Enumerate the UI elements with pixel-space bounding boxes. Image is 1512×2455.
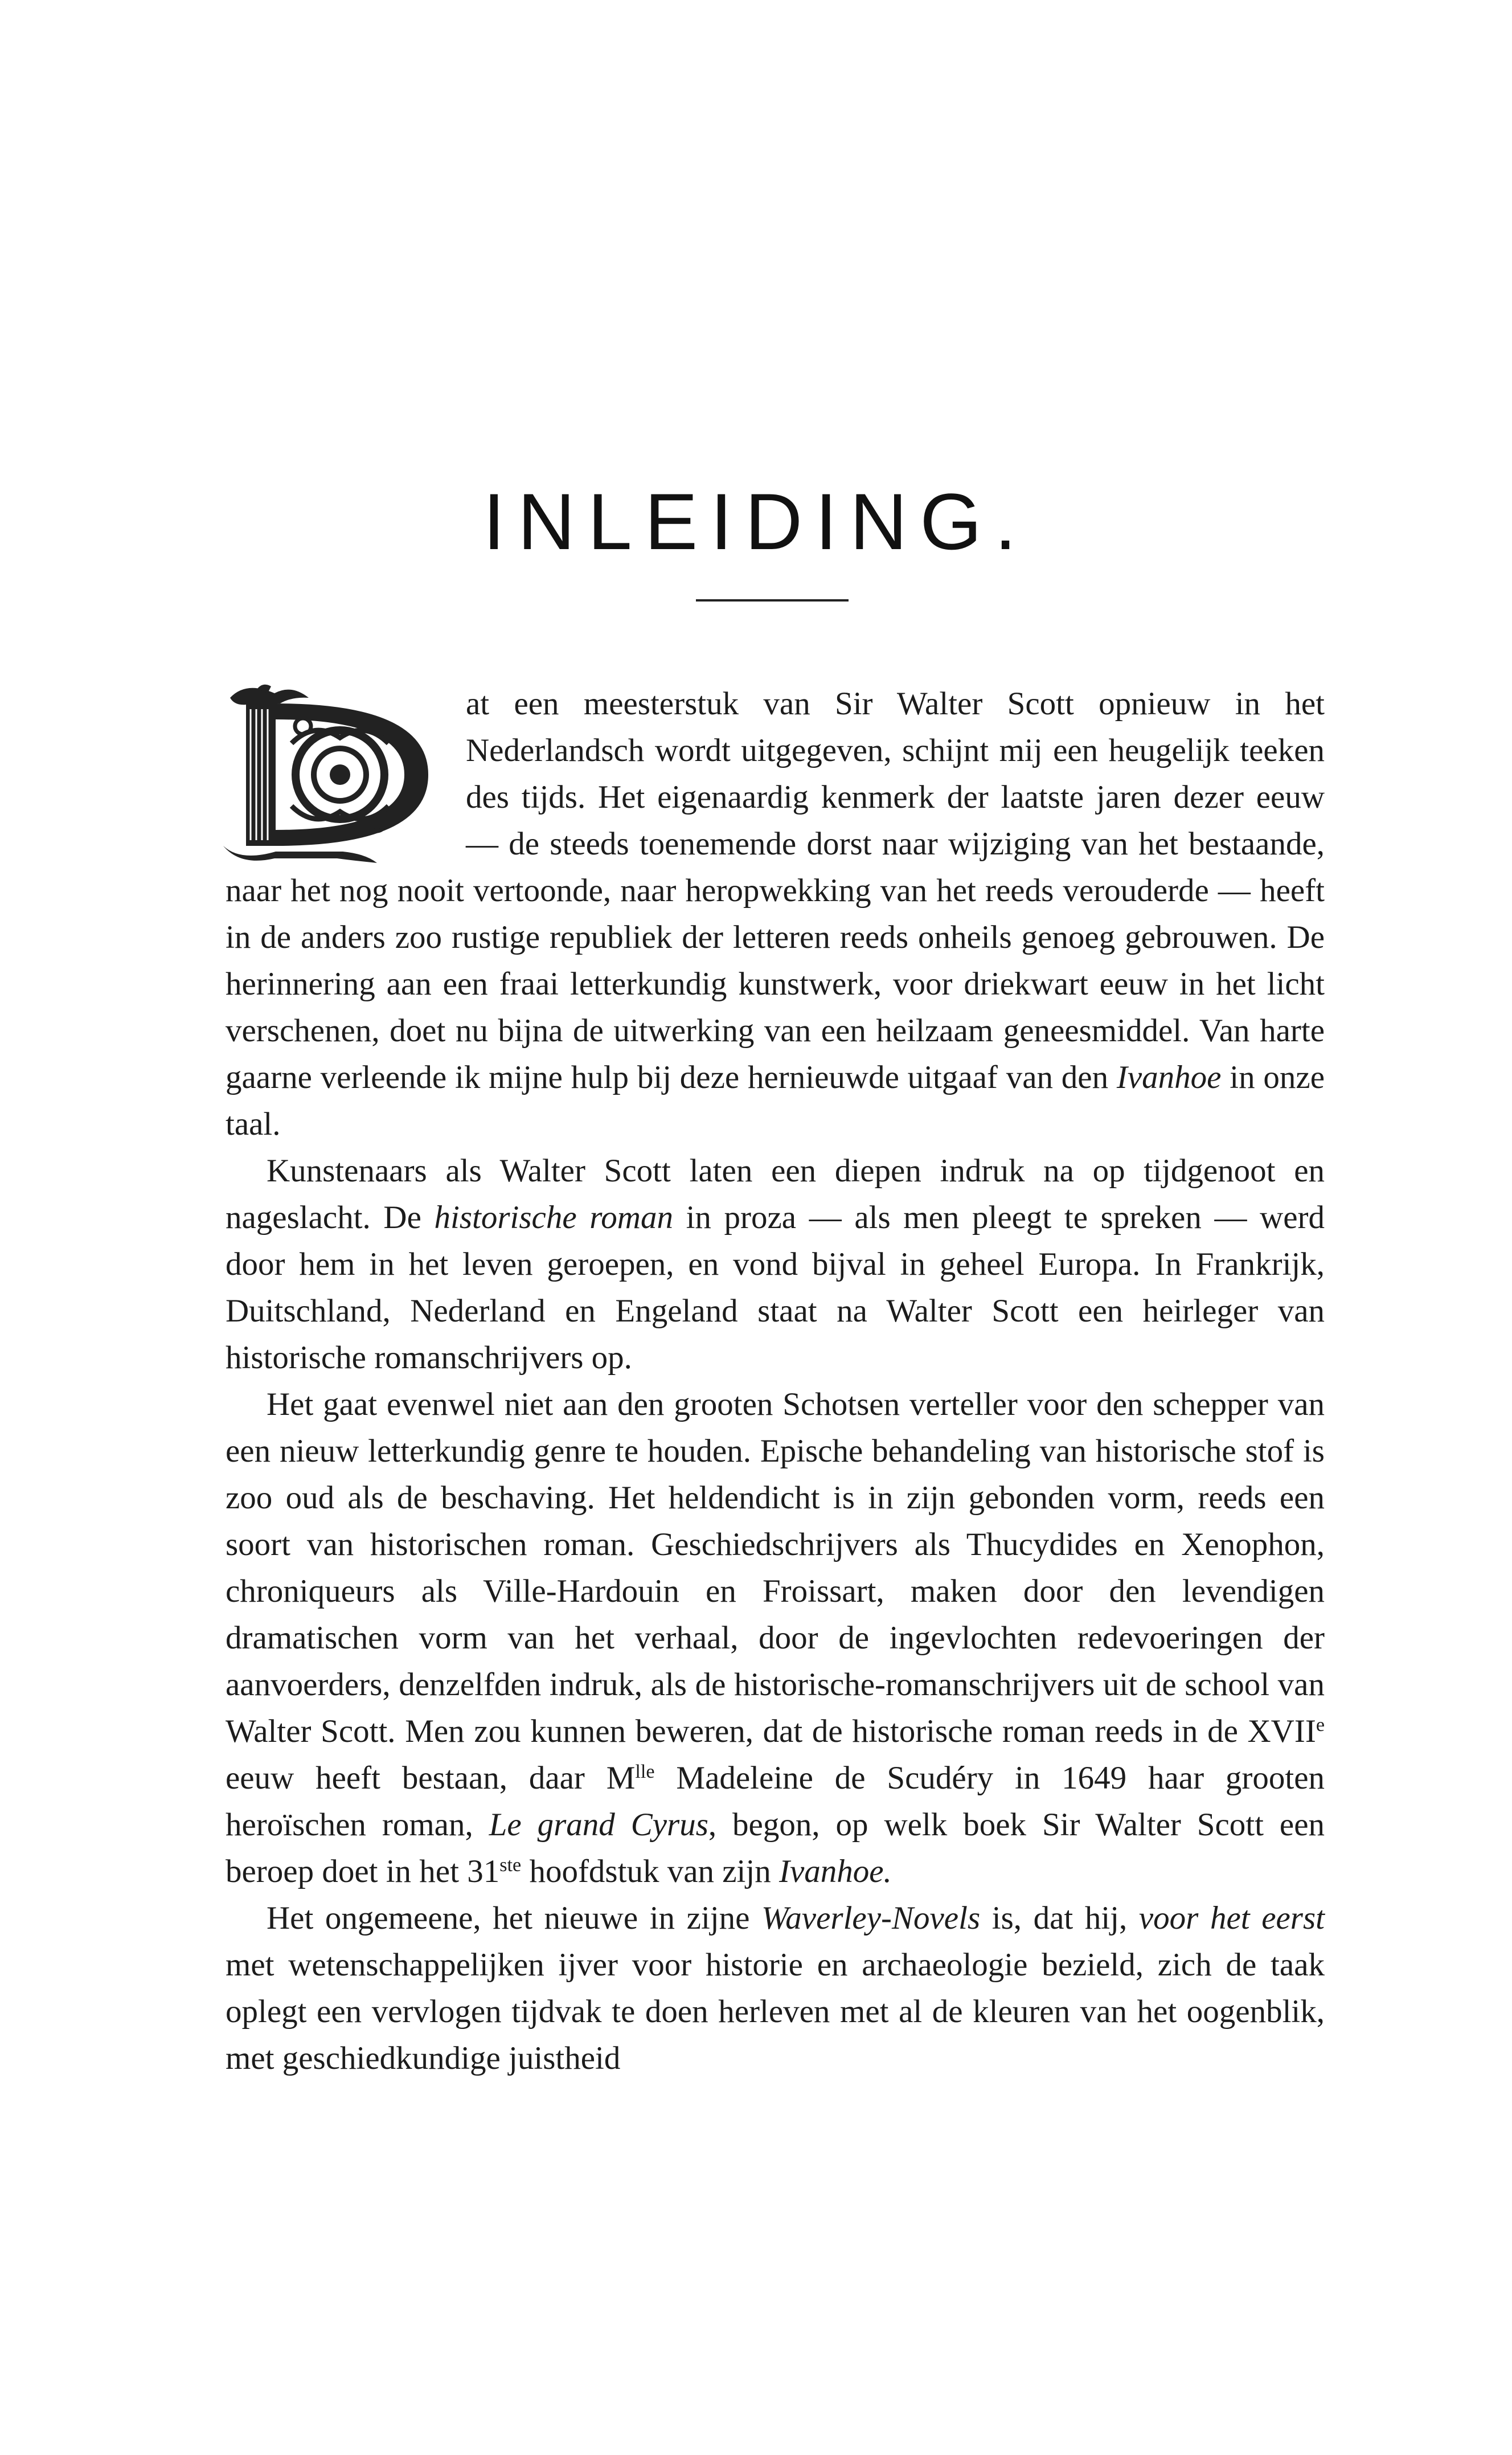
paragraph xyxy=(226,681,1325,1148)
superscript-text: lle xyxy=(635,1761,655,1783)
paragraph xyxy=(226,1381,1325,1895)
ornamental-initial xyxy=(223,681,449,866)
italic-text: Ivanhoe. xyxy=(778,1853,892,1889)
text-run: eeuw heeft bestaan, daar M xyxy=(226,1760,636,1796)
italic-text: historische roman xyxy=(434,1200,673,1235)
text-run: met wetenschappelijken ijver voor historie en archaeologie bezield, zich de taak oplegt een vervlogen tijdvak te doen herleven met al de kleuren van het oogenblik, met geschiedkundige juistheid xyxy=(226,1947,1325,2076)
text-run: Het ongemeene, het nieuwe in zijne xyxy=(267,1900,762,1936)
text-run: in proza — als men pleegt te spreken — werd door hem in het leven geroepen, en vond bijval in geheel Europa. In Frankrijk, Duitschland, Nederland en Engeland staat na Walter Scott een heirleger van historische romanschrijvers op. xyxy=(226,1200,1325,1376)
text-run: Madeleine de Scudéry in 1649 haar grooten heroïschen roman, xyxy=(226,1760,1325,1843)
text-run: , begon, op welk boek Sir Walter Scott een beroep doet in het 31 xyxy=(226,1807,1325,1889)
paragraph xyxy=(226,1148,1325,1381)
page-title: INLEIDING. xyxy=(482,477,1030,566)
ornamental-d-icon xyxy=(223,681,449,866)
superscript-text: ste xyxy=(499,1855,522,1876)
text-run: hoofdstuk van zijn xyxy=(521,1853,779,1889)
italic-text: voor het eerst xyxy=(1138,1900,1325,1936)
text-run: in onze taal. xyxy=(226,1059,1325,1142)
text-run: Het gaat evenwel niet aan den grooten Schotsen verteller voor den schepper van een nieuw letterkundig genre te houden. Epische behandeling van historische stof is zoo oud als de beschaving. Het heldendicht is in zijn gebonden vorm, reeds een soort van historischen roman. Geschiedschrijvers als Thucydides en Xenophon, chroniqueurs als Ville-Hardouin en Froissart, maken door den levendigen dramatischen vorm van het verhaal, door de ingevlochten redevoeringen der aanvoerders, denzelfden indruk, als de historische-romanschrijvers uit de school van Walter Scott. Men zou kunnen beweren, dat de historische roman reeds in de XVII xyxy=(226,1386,1325,1749)
italic-text: Ivanhoe xyxy=(1116,1059,1222,1095)
paragraph xyxy=(226,1895,1325,2082)
italic-text: Le grand Cyrus xyxy=(489,1807,708,1843)
italic-text: Waverley-Novels xyxy=(761,1900,981,1936)
text-run: Kunstenaars als Walter Scott laten een diepen indruk na op tijdgenoot en nageslacht. De xyxy=(226,1153,1325,1235)
text-run: is, dat hij, xyxy=(980,1900,1139,1936)
text-run: at een meesterstuk van Sir Walter Scott opnieuw in het Nederlandsch wordt uitgegeven, schijnt mij een heugelijk teeken des tijds. Het eigenaardig kenmerk der laatste jaren dezer eeuw — de steeds toenemende dorst naar wijziging van het bestaande, naar het nog nooit vertoonde, naar heropwekking van het reeds verouderde — heeft in de anders zoo rustige republiek der letteren reeds onheils genoeg gebrouwen. De herinnering aan een fraai letterkundig kunstwerk, voor driekwart eeuw in het licht verschenen, doet nu bijna de uitwerking van een heilzaam geneesmiddel. Van harte gaarne verleende ik mijne hulp bij deze hernieuwde uitgaaf van den xyxy=(226,686,1325,1095)
body-text xyxy=(226,681,1325,2082)
superscript-text: e xyxy=(1316,1715,1325,1736)
title-rule xyxy=(696,599,849,602)
